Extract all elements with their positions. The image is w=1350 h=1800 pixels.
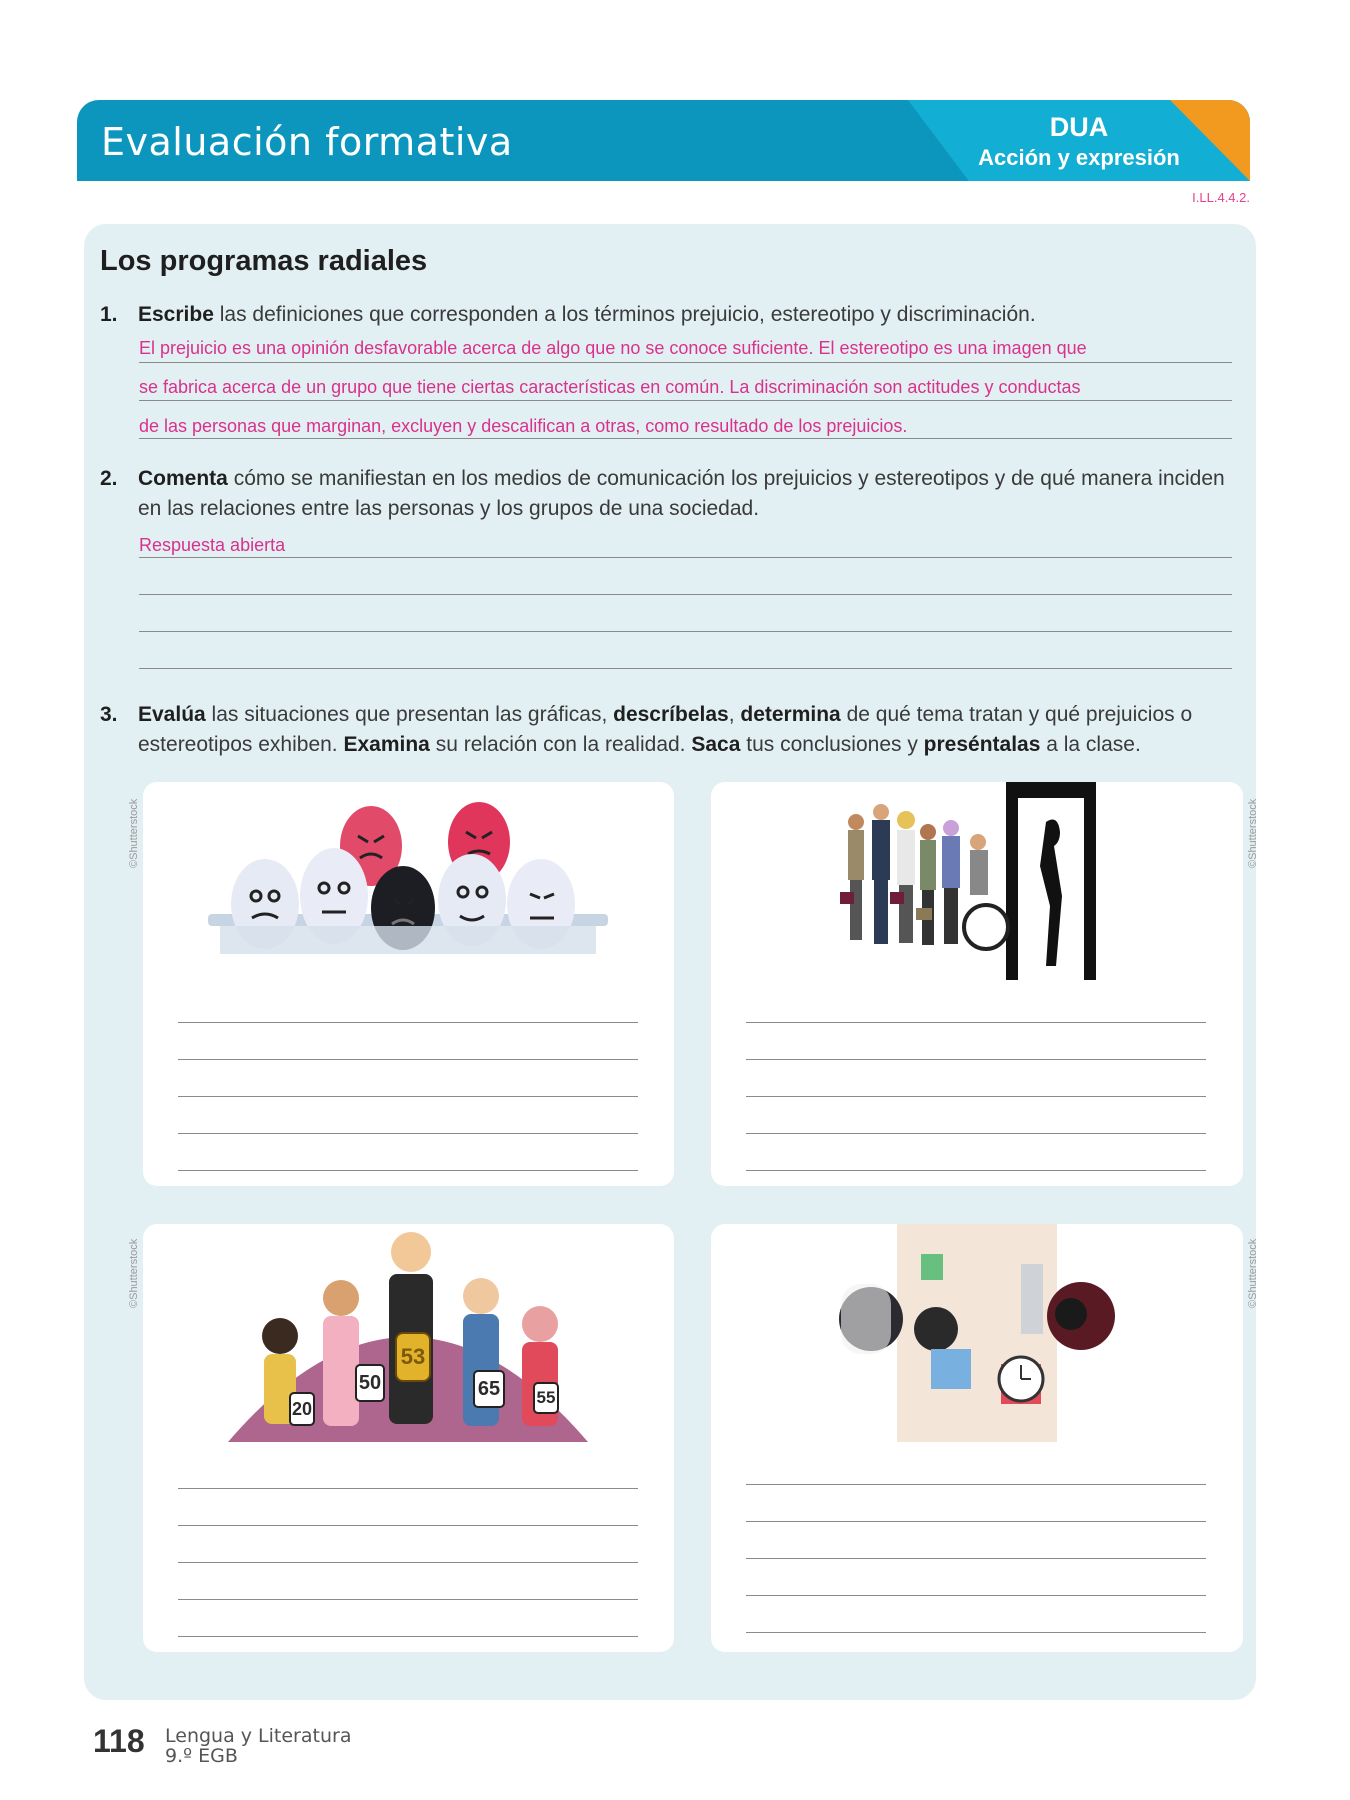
- answer-line-1: El prejuicio es una opinión desfavorable acerca de algo que no se conoce suficiente. El estereotipo es una imagen que: [139, 338, 1087, 358]
- question-number: 2.: [100, 467, 118, 490]
- writing-line[interactable]: [746, 1022, 1206, 1023]
- writing-line[interactable]: [178, 1599, 638, 1600]
- text: de qué tema tratan y qué prejuicios o estereotipos exhiben.: [138, 703, 1193, 756]
- photo-credit: ©Shutterstock: [1247, 1238, 1259, 1308]
- age-badge: 53: [395, 1332, 431, 1382]
- photo-credit: ©Shutterstock: [1247, 798, 1259, 868]
- question-text: cómo se manifiestan en los medios de comunicación los prejuicios y estereotipos y de qué manera inciden en las relaciones entre las personas y los grupos de una sociedad.: [138, 467, 1225, 520]
- header-banner: [77, 100, 1250, 181]
- writing-line[interactable]: [746, 1170, 1206, 1171]
- verb: preséntalas: [923, 733, 1041, 756]
- eggs-illustration: [208, 796, 608, 966]
- section-title: Los programas radiales: [100, 245, 428, 277]
- job-seekers-illustration: [836, 782, 1116, 980]
- photo-credit: ©Shutterstock: [128, 1238, 140, 1308]
- image-card-eggs: [143, 782, 674, 1186]
- text: ,: [728, 703, 741, 726]
- writing-line[interactable]: [746, 1595, 1206, 1596]
- writing-line[interactable]: [746, 1096, 1206, 1097]
- dua-title: DUA: [1049, 112, 1109, 142]
- writing-line[interactable]: [746, 1059, 1206, 1060]
- laptop: [1021, 1264, 1043, 1334]
- writing-line[interactable]: [139, 631, 1232, 632]
- age-badge: 55: [533, 1382, 559, 1414]
- question-text: las definiciones que corresponden a los términos prejuicio, estereotipo y discriminación.: [213, 303, 1036, 326]
- writing-line[interactable]: [178, 1525, 638, 1526]
- wheelchair: [964, 905, 1008, 949]
- verb: Saca: [691, 733, 741, 756]
- verb: determina: [740, 703, 841, 726]
- writing-line[interactable]: [139, 438, 1232, 439]
- page-number: 118: [93, 1723, 145, 1759]
- writing-line[interactable]: [139, 557, 1232, 558]
- writing-line[interactable]: [139, 668, 1232, 669]
- writing-line[interactable]: [178, 1022, 638, 1023]
- dua-label: [964, 112, 1194, 171]
- text: a la clase.: [1040, 733, 1141, 756]
- writing-line[interactable]: [746, 1484, 1206, 1485]
- writing-line[interactable]: [746, 1521, 1206, 1522]
- age-badge: 20: [289, 1392, 315, 1426]
- text: tus conclusiones y: [740, 733, 924, 756]
- writing-line[interactable]: [178, 1133, 638, 1134]
- writing-line[interactable]: [178, 1059, 638, 1060]
- page-title: Evaluación formativa: [101, 120, 513, 164]
- subject: Lengua y Literatura: [165, 1725, 352, 1747]
- writing-line[interactable]: [178, 1562, 638, 1563]
- work-desk-illustration: [811, 1224, 1141, 1442]
- verb: Examina: [343, 733, 430, 756]
- answer-line-3: de las personas que marginan, excluyen y descalifican a otras, como resultado de los prejuicios.: [139, 416, 908, 436]
- answer-line-2: se fabrica acerca de un grupo que tiene ciertas características en común. La discriminación son actitudes y conductas: [139, 377, 1081, 397]
- writing-line[interactable]: [746, 1632, 1206, 1633]
- writing-line[interactable]: [139, 400, 1232, 401]
- question-verb: Escribe: [138, 303, 214, 326]
- writing-line[interactable]: [139, 362, 1232, 363]
- writing-line[interactable]: [746, 1558, 1206, 1559]
- answer-open: Respuesta abierta: [139, 535, 286, 555]
- age-badge: 50: [355, 1364, 385, 1402]
- question-number: 1.: [100, 303, 118, 326]
- subject-label: [165, 1726, 351, 1766]
- question-1: [100, 300, 1240, 330]
- photo-credit: ©Shutterstock: [128, 798, 140, 868]
- question-number: 3.: [100, 703, 118, 726]
- verb: descríbelas: [613, 703, 729, 726]
- writing-line[interactable]: [178, 1096, 638, 1097]
- question-verb: Comenta: [138, 467, 228, 490]
- text: su relación con la realidad.: [429, 733, 692, 756]
- writing-line[interactable]: [746, 1133, 1206, 1134]
- queue-people: [848, 804, 1008, 949]
- text: las situaciones que presentan las gráficas,: [205, 703, 614, 726]
- question-2: [100, 464, 1240, 524]
- writing-line[interactable]: [139, 594, 1232, 595]
- image-card-job-seekers: [711, 782, 1243, 1186]
- question-3: [100, 700, 1240, 760]
- image-card-work-desk: [711, 1224, 1243, 1652]
- grade: 9.º EGB: [165, 1745, 238, 1767]
- verb: Evalúa: [138, 703, 206, 726]
- image-card-age-tags: [143, 1224, 674, 1652]
- age-badge: 65: [473, 1370, 505, 1408]
- writing-line[interactable]: [178, 1636, 638, 1637]
- writing-line[interactable]: [178, 1170, 638, 1171]
- indicator-code: I.LL.4.4.2.: [1192, 190, 1250, 205]
- dua-subtitle: Acción y expresión: [978, 145, 1180, 170]
- writing-line[interactable]: [178, 1488, 638, 1489]
